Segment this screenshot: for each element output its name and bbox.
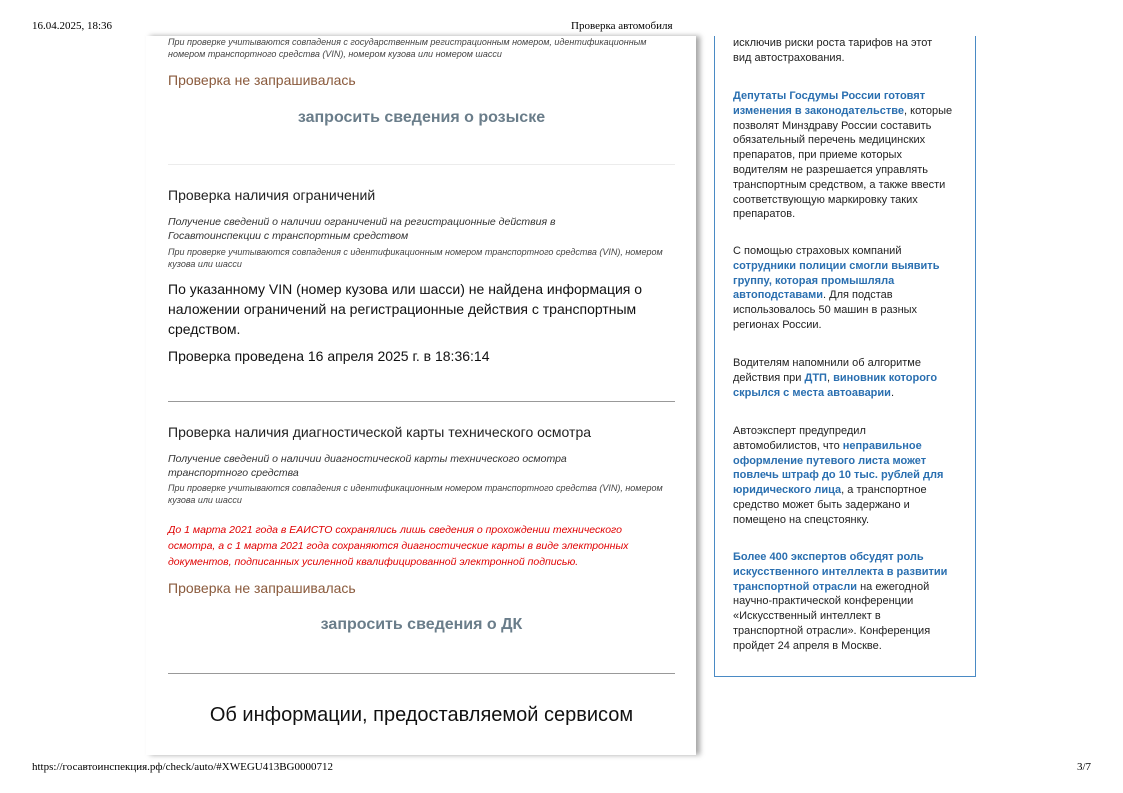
restrictions-checked-at: Проверка проведена 16 апреля 2025 г. в 18:36:14: [168, 348, 490, 364]
diagnostic-warning-line: документов, подписанных усиленной квалифицированной электронной подписью.: [168, 556, 579, 568]
restrictions-result-line: наложении ограничений на регистрационные действия с транспортным: [168, 301, 637, 317]
news-item: [733, 356, 953, 400]
news-text: , а транспортное: [841, 484, 927, 497]
news-text: научно-практической конференции: [733, 595, 914, 608]
diagnostic-hint-line: При проверке учитываются совпадения с идентификационным номером транспортного средства (VIN), номером: [168, 483, 663, 493]
news-text: действия при: [733, 371, 805, 384]
news-text: транспортной отрасли». Конференция: [733, 624, 931, 637]
news-text: использовалось 50 машин в разных: [733, 304, 918, 317]
restrictions-hint-line: При проверке учитываются совпадения с идентификационным номером транспортного средства (VIN), номером: [168, 247, 663, 257]
news-link[interactable]: Более 400 экспертов обсудят роль: [733, 551, 924, 563]
news-text: . Для подстав: [823, 289, 893, 302]
news-text: средство может быть задержано и: [733, 498, 910, 511]
request-diagnostic-card-button[interactable]: запросить сведения о ДК: [320, 616, 523, 633]
news-link[interactable]: сотрудники полиции смогли выявить: [733, 259, 940, 272]
restrictions-description-line: Госавтоинспекции с транспортным средством: [168, 230, 409, 242]
news-text: «Искусственный интеллект в: [733, 610, 881, 623]
print-page-title: Проверка автомобиля: [571, 20, 673, 32]
news-link[interactable]: изменения в законодательстве: [733, 104, 905, 117]
news-link[interactable]: транспортной отрасли: [733, 580, 858, 593]
diagnostic-hint: [168, 482, 663, 506]
news-text: препаратов, при приеме которых: [733, 149, 902, 162]
news-link[interactable]: ДТП: [804, 371, 827, 384]
news-text: .: [890, 386, 894, 399]
news-link[interactable]: юридического лица: [733, 484, 842, 497]
news-text: исключив риски роста тарифов на этот: [733, 37, 933, 49]
news-text: вид автострахования.: [733, 51, 845, 64]
section-divider: [168, 164, 675, 165]
news-text: Водителям напомнили об алгоритме: [733, 357, 921, 369]
news-link[interactable]: группу, которая промышляла: [733, 274, 895, 287]
news-item: [733, 424, 953, 528]
news-link[interactable]: неправильное: [842, 439, 922, 452]
section-divider: [168, 401, 675, 402]
diagnostic-title: Проверка наличия диагностической карты технического осмотра: [168, 424, 592, 440]
wanted-hint: [168, 36, 646, 60]
print-datetime: 16.04.2025, 18:36: [32, 20, 113, 32]
news-text: автомобилистов, что: [733, 439, 843, 452]
restrictions-result-line: По указанному VIN (номер кузова или шасси) не найдена информация о: [168, 281, 643, 297]
restrictions-hint: [168, 246, 663, 270]
news-sidebar: [714, 36, 976, 677]
restrictions-hint-line: кузова или шасси: [168, 259, 242, 269]
news-link[interactable]: искусственного интеллекта в развитии: [733, 565, 948, 578]
news-link[interactable]: скрылся с места автоаварии: [733, 386, 891, 399]
news-link[interactable]: повлечь штраф до 10 тыс. рублей для: [733, 469, 944, 482]
print-url: https://госавтоинспекция.рф/check/auto/#XWEGU413BG0000712: [32, 761, 334, 773]
news-item: [733, 244, 953, 333]
restrictions-result-line: средством.: [168, 321, 241, 337]
wanted-hint-line: номером транспортного средства (VIN), номером кузова или номером шасси: [168, 49, 502, 59]
about-service-heading: Об информации, предоставляемой сервисом: [209, 704, 634, 726]
news-text: пройдет 24 апреля в Москве.: [733, 639, 882, 652]
print-footer: [32, 761, 1091, 775]
diagnostic-warning-line: осмотра, а с 1 марта 2021 года сохраняются диагностические карты в виде электронных: [168, 540, 629, 552]
news-text: регионах России.: [733, 318, 822, 331]
news-text: на ежегодной: [857, 580, 930, 593]
diagnostic-description-line: транспортного средства: [168, 467, 299, 479]
wanted-status: Проверка не запрашивалась: [168, 72, 356, 88]
news-link[interactable]: оформление путевого листа может: [733, 454, 927, 467]
news-link[interactable]: Депутаты Госдумы России готовят: [733, 90, 926, 102]
news-text: препаратов.: [733, 208, 796, 221]
news-link[interactable]: автоподставами: [733, 289, 824, 302]
news-item: [733, 89, 953, 222]
request-wanted-button[interactable]: запросить сведения о розыске: [297, 109, 546, 126]
diagnostic-description-line: Получение сведений о наличии диагностической карты технического осмотра: [168, 453, 567, 465]
diagnostic-hint-line: кузова или шасси: [168, 495, 242, 505]
news-text: транспортным средством, а также ввести: [733, 178, 946, 191]
restrictions-description-line: Получение сведений о наличии ограничений на регистрационные действия в: [168, 216, 556, 228]
news-text: С помощью страховых компаний: [733, 245, 902, 257]
wanted-hint-line: При проверке учитываются совпадения с государственным регистрационным номером, идентификационным: [168, 37, 647, 47]
news-text: соответствующую маркировку таких: [733, 193, 918, 206]
restrictions-title: Проверка наличия ограничений: [168, 187, 376, 203]
print-header: [32, 20, 1091, 34]
diagnostic-description: [168, 452, 567, 480]
diagnostic-warning: [168, 522, 628, 570]
news-text: помещено на спецстоянку.: [733, 513, 870, 526]
restrictions-result: [168, 279, 642, 339]
news-text: водителям не разрешается управлять: [733, 163, 929, 176]
news-item: [733, 36, 953, 66]
news-text: Автоэксперт предупредил: [733, 425, 866, 437]
news-text: ,: [826, 371, 834, 384]
news-link[interactable]: виновник которого: [833, 371, 938, 384]
section-divider: [168, 673, 675, 674]
restrictions-description: [168, 215, 556, 243]
check-results-panel: [146, 36, 696, 755]
news-text: обязательный перечень медицинских: [733, 134, 926, 147]
news-text: позволят Минздраву России составить: [733, 119, 932, 132]
diagnostic-status: Проверка не запрашивалась: [168, 580, 356, 596]
print-page-number: 3/7: [1076, 761, 1091, 773]
news-item: [733, 550, 953, 654]
news-text: , которые: [904, 104, 953, 117]
diagnostic-warning-line: До 1 марта 2021 года в ЕАИСТО сохранялись лишь сведения о прохождении технического: [168, 524, 622, 536]
